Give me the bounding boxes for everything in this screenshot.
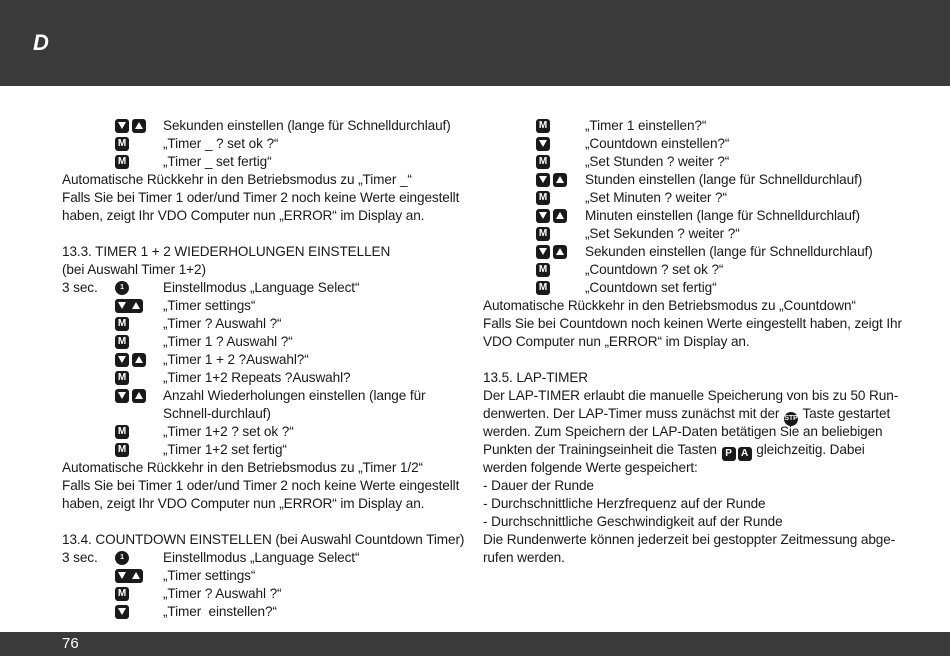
down-arrow-key-icon: [536, 209, 550, 223]
down-arrow-key-icon: [115, 119, 129, 133]
paragraph-line: Die Rundenwerte können jederzeit bei gestoppter Zeitmessung abge-: [483, 532, 896, 547]
instruction-text: „Set Stunden ? weiter ?“: [585, 154, 730, 169]
instruction-text: Einstellmodus „Language Select“: [163, 280, 360, 295]
instruction-text: „Timer ? Auswahl ?“: [163, 586, 282, 601]
instruction-row: [62, 315, 482, 333]
m-key-icon: M: [536, 191, 550, 205]
instruction-row: [483, 243, 913, 261]
paragraph-line: Der LAP-TIMER erlaubt die manuelle Speicherung von bis zu 50 Run-: [483, 388, 899, 403]
instruction-text: „Timer einstellen?“: [163, 604, 277, 619]
key-group: [115, 119, 149, 133]
down-arrow-key-icon: [115, 569, 129, 583]
instruction-text: Stunden einstellen (lange für Schnelldurchlauf): [585, 172, 863, 187]
page-footer: [0, 632, 950, 656]
down-arrow-key-icon: [115, 353, 129, 367]
section-subheading: (bei Auswahl Timer 1+2): [62, 262, 206, 277]
paragraph-text: Punkten der Trainingseinheit die Tasten: [483, 442, 717, 457]
instruction-row: [483, 189, 913, 207]
up-arrow-key-icon: [553, 173, 567, 187]
m-key-icon: M: [115, 335, 129, 349]
m-key-icon: M: [115, 425, 129, 439]
a-key-icon: A: [738, 447, 752, 461]
instruction-row: [483, 207, 913, 225]
instruction-text: Minuten einstellen (lange für Schnelldurchlauf): [585, 208, 860, 223]
m-key-icon: M: [115, 137, 129, 151]
down-arrow-key-icon: [536, 173, 550, 187]
paragraph-line: haben, zeigt Ihr VDO Computer nun „ERROR“ im Display an.: [62, 496, 425, 511]
instruction-row: [483, 261, 913, 279]
instruction-row: [483, 117, 913, 135]
up-arrow-key-icon: [553, 245, 567, 259]
m-key-icon: M: [536, 119, 550, 133]
list-item: - Dauer der Runde: [483, 478, 594, 493]
instruction-row: [62, 549, 482, 567]
m-key-icon: M: [115, 371, 129, 385]
paragraph-text: gleichzeitig. Dabei: [756, 442, 865, 457]
down-arrow-key-icon: [536, 245, 550, 259]
section-heading: 13.3. TIMER 1 + 2 WIEDERHOLUNGEN EINSTELLEN: [62, 244, 391, 259]
instruction-text: „Countdown set fertig“: [585, 280, 717, 295]
up-arrow-key-icon: [132, 119, 146, 133]
down-arrow-key-icon: [115, 299, 129, 313]
instruction-row: [62, 567, 482, 585]
right-column: [483, 117, 913, 567]
paragraph-text: denwerten. Der LAP-Timer muss zunächst mit der: [483, 406, 780, 421]
instruction-row: [62, 117, 482, 135]
paragraph-line: VDO Computer nun „ERROR“ im Display an.: [483, 334, 750, 349]
list-item: - Durchschnittliche Herzfrequenz auf der Runde: [483, 496, 766, 511]
paragraph-line: Automatische Rückkehr in den Betriebsmodus zu „Timer 1/2“: [62, 460, 423, 475]
instruction-text: „Timer 1 einstellen?“: [585, 118, 707, 133]
down-arrow-key-icon: [115, 605, 129, 619]
instruction-row: [62, 585, 482, 603]
page-header: [0, 0, 950, 86]
instruction-text: Anzahl Wiederholungen einstellen (lange für Schnell-durchlauf): [163, 388, 426, 421]
down-arrow-key-icon: [536, 137, 550, 151]
paragraph-line: Automatische Rückkehr in den Betriebsmodus zu „Countdown“: [483, 298, 856, 313]
instruction-row: [62, 369, 482, 387]
instruction-text: „Timer ? Auswahl ?“: [163, 316, 282, 331]
paragraph-line: [483, 441, 913, 459]
instruction-row: [62, 333, 482, 351]
m-key-icon: M: [115, 155, 129, 169]
paragraph-line: Automatische Rückkehr in den Betriebsmodus zu „Timer _“: [62, 172, 412, 187]
paragraph-text: Taste gestartet: [802, 406, 891, 421]
instruction-text: „Timer 1+2 ? set ok ?“: [163, 424, 294, 439]
instruction-text: „Set Sekunden ? weiter ?“: [585, 226, 740, 241]
up-arrow-key-icon: [129, 299, 143, 313]
up-arrow-key-icon: [129, 569, 143, 583]
instruction-text: Sekunden einstellen (lange für Schnelldurchlauf): [585, 244, 873, 259]
paragraph-line: haben, zeigt Ihr VDO Computer nun „ERROR“ im Display an.: [62, 208, 425, 223]
instruction-text: „Timer _ set fertig“: [163, 154, 272, 169]
instruction-row: [62, 441, 482, 459]
m-key-icon: M: [536, 281, 550, 295]
section-heading: 13.5. LAP-TIMER: [483, 370, 589, 385]
paragraph-line: Falls Sie bei Countdown noch keinen Werte eingestellt haben, zeigt Ihr: [483, 316, 902, 331]
m-key-icon: M: [115, 443, 129, 457]
instruction-row: [483, 171, 913, 189]
page-number: 76: [62, 635, 79, 652]
instruction-row: [62, 387, 482, 423]
instruction-row: [483, 135, 913, 153]
instruction-text: „Timer 1 ? Auswahl ?“: [163, 334, 293, 349]
stp-key-icon: STP: [784, 412, 798, 426]
m-key-icon: M: [536, 155, 550, 169]
paragraph-line: werden. Zum Speichern der LAP-Daten betätigen Sie an beliebigen: [483, 424, 883, 439]
paragraph-line: Falls Sie bei Timer 1 oder/und Timer 2 noch keine Werte eingestellt: [62, 478, 460, 493]
instruction-text: „Timer settings“: [163, 298, 256, 313]
m-key-icon: M: [115, 317, 129, 331]
instruction-text: Einstellmodus „Language Select“: [163, 550, 360, 565]
m-key-icon: M: [115, 587, 129, 601]
instruction-row: [62, 351, 482, 369]
m-key-icon: M: [536, 227, 550, 241]
section-heading: 13.4. COUNTDOWN EINSTELLEN (bei Auswahl Countdown Timer): [62, 532, 465, 547]
paragraph-line: [483, 405, 913, 423]
one-key-icon: 1: [115, 281, 129, 295]
hold-duration: 3 sec.: [62, 280, 98, 295]
instruction-text: „Timer 1 + 2 ?Auswahl?“: [163, 352, 309, 367]
language-marker: D: [33, 30, 49, 55]
instruction-text: „Timer settings“: [163, 568, 256, 583]
m-key-icon: M: [536, 263, 550, 277]
instruction-row: [483, 225, 913, 243]
one-key-icon: 1: [115, 551, 129, 565]
down-arrow-key-icon: [115, 389, 129, 403]
instruction-text: „Set Minuten ? weiter ?“: [585, 190, 727, 205]
paragraph-line: Falls Sie bei Timer 1 oder/und Timer 2 noch keine Werte eingestellt: [62, 190, 460, 205]
paragraph-line: rufen werden.: [483, 550, 565, 565]
instruction-text: „Timer 1+2 Repeats ?Auswahl?: [163, 370, 351, 385]
instruction-row: [62, 153, 482, 171]
instruction-row: [483, 279, 913, 297]
instruction-text: „Countdown einstellen?“: [585, 136, 730, 151]
instruction-text: „Timer 1+2 set fertig“: [163, 442, 287, 457]
up-arrow-key-icon: [132, 353, 146, 367]
instruction-row: [62, 135, 482, 153]
paragraph-line: werden folgende Werte gespeichert:: [483, 460, 698, 475]
instruction-text: „Countdown ? set ok ?“: [585, 262, 724, 277]
instruction-row: [62, 297, 482, 315]
instruction-row: [62, 423, 482, 441]
instruction-text: „Timer _ ? set ok ?“: [163, 136, 279, 151]
instruction-row: [483, 153, 913, 171]
list-item: - Durchschnittliche Geschwindigkeit auf der Runde: [483, 514, 783, 529]
instruction-row: [62, 279, 482, 297]
up-arrow-key-icon: [132, 389, 146, 403]
p-key-icon: P: [722, 447, 736, 461]
hold-duration: 3 sec.: [62, 550, 98, 565]
up-arrow-key-icon: [553, 209, 567, 223]
left-column: [62, 117, 482, 621]
instruction-text: Sekunden einstellen (lange für Schnelldurchlauf): [163, 118, 451, 133]
instruction-row: [62, 603, 482, 621]
